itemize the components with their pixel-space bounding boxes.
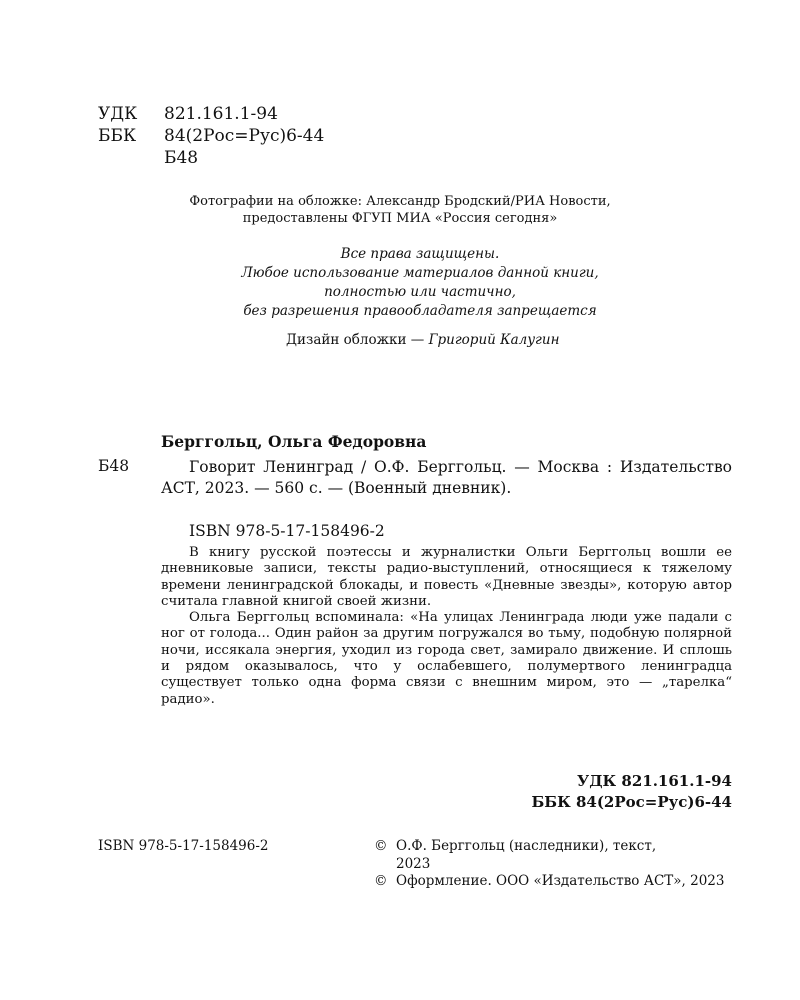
- copyright-block: [374, 838, 744, 891]
- annotation: [161, 545, 732, 708]
- isbn: ISBN 978-5-17-158496-2: [189, 522, 385, 540]
- cover-design-label: Дизайн обложки —: [286, 332, 429, 348]
- author-mark-row: [98, 147, 324, 169]
- bib-code: Б48: [98, 457, 130, 475]
- udk-bold: УДК 821.161.1-94: [577, 772, 732, 790]
- copyright-design: [374, 873, 744, 891]
- copyright-text: [374, 838, 744, 873]
- annotation-paragraph-2: Ольга Берггольц вспоминала: «На улицах Ленинграда люди уже падали с ног от голода... Один район за другим погружался во тьму, подобную полярной ночи, иссякала энергия, уходил из города свет, замирало движение. И сплошь и рядом оказывалось, что у ослабевшего, полумертвого ленинградца существует только одна форма связи с внешним миром, это — „тарелка“ радио».: [161, 610, 732, 707]
- rights-line-4: без разрешения правообладателя запрещается: [243, 303, 597, 319]
- bib-description: Говорит Ленинград / О.Ф. Берггольц. — Москва : Издательство АСТ, 2023. — 560 с. — (Военный дневник).: [161, 458, 732, 497]
- bbk-row: [98, 125, 324, 147]
- author-mark-key: [98, 147, 164, 169]
- cover-designer-name: Григорий Калугин: [428, 332, 560, 348]
- copyright-symbol: ©: [374, 873, 388, 889]
- photo-credit-line-1: Фотографии на обложке: Александр Бродский/РИА Новости,: [189, 194, 611, 209]
- udk-value: 821.161.1-94: [164, 104, 278, 124]
- rights-line-1: Все права защищены.: [340, 246, 500, 262]
- copyright-text-value: О.Ф. Берггольц (наследники), текст, 2023: [396, 838, 657, 872]
- copyright-design-value: Оформление. ООО «Издательство АСТ», 2023: [396, 873, 725, 889]
- annotation-paragraph-1: В книгу русской поэтессы и журналистки Ольги Берггольц вошли ее дневниковые записи, тексты радио-выступлений, относящиеся к тяжелому времени ленинградской блокады, и повесть «Дневные звезды», которую автор считала главной книгой своей жизни.: [161, 545, 732, 609]
- cover-design-credit: [286, 332, 559, 348]
- copyright-symbol: ©: [374, 838, 388, 854]
- bbk-value: 84(2Рос=Рус)6-44: [164, 126, 325, 146]
- isbn-bottom: ISBN 978-5-17-158496-2: [98, 838, 269, 854]
- udk-key: УДК: [98, 104, 138, 124]
- author-name: Берггольц, Ольга Федоровна: [161, 432, 427, 451]
- rights-line-2: Любое использование материалов данной книги,: [241, 265, 599, 281]
- classification-bold: [531, 771, 732, 813]
- photo-credit-line-2: предоставлены ФГУП МИА «Россия сегодня»: [242, 211, 558, 226]
- bbk-bold: ББК 84(2Рос=Рус)6-44: [531, 793, 732, 811]
- rights-notice: [100, 245, 740, 321]
- bbk-key: ББК: [98, 126, 137, 146]
- author-mark-value: Б48: [164, 148, 199, 168]
- udk-row: [98, 103, 324, 125]
- rights-line-3: полностью или частично,: [324, 284, 516, 300]
- classification-codes: [98, 103, 324, 169]
